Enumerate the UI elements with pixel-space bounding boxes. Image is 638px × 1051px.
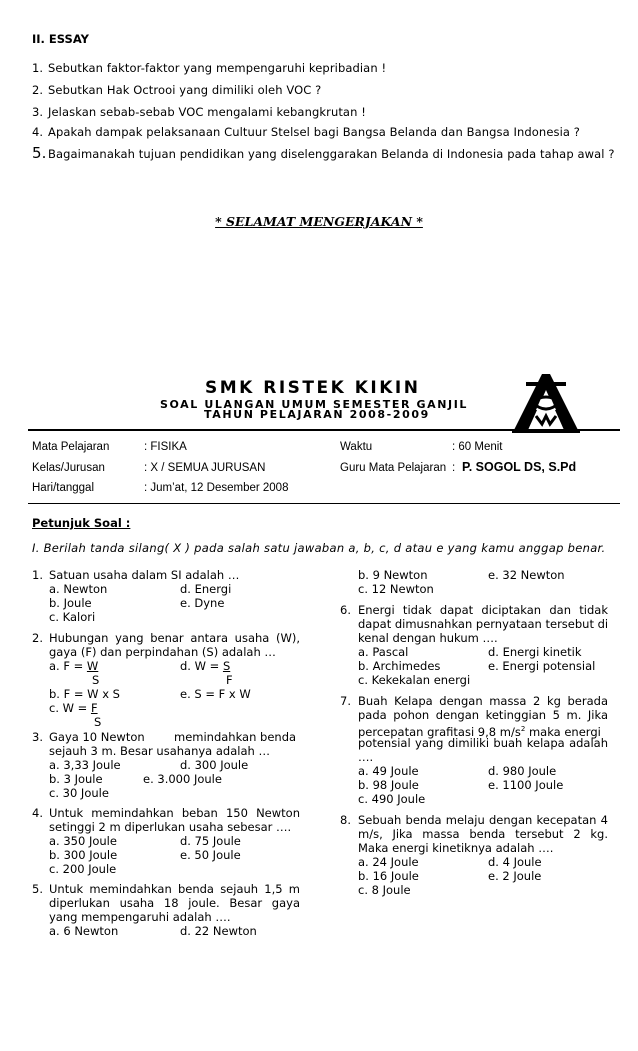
essay-section-title: II. ESSAY — [32, 32, 89, 46]
option-d[interactable]: d. 4 Joule — [488, 855, 542, 869]
essay-question — [32, 105, 366, 119]
fraction-denominator: S — [94, 715, 102, 729]
question-text: potensial yang dimiliki buah kelapa adalah — [358, 736, 608, 750]
class-label: Kelas/Jurusan — [32, 462, 105, 474]
closing-message: * SELAMAT MENGERJAKAN * — [215, 214, 423, 229]
teacher-colon: : — [452, 462, 456, 474]
option-e[interactable]: e. 3.000 Joule — [143, 772, 222, 786]
fraction-numerator: W — [86, 659, 99, 673]
option-e[interactable]: e. 2 Joule — [488, 869, 542, 883]
date-value: : Jum’at, 12 Desember 2008 — [144, 482, 289, 494]
fraction-numerator: S — [222, 659, 231, 673]
class-value: : X / SEMUA JURUSAN — [144, 462, 266, 474]
essay-question — [32, 125, 580, 139]
question-text: Untuk memindahkan benda sejauh 1,5 m — [49, 882, 300, 896]
question-number: 4. — [32, 125, 44, 139]
school-logo-icon — [506, 372, 586, 434]
question-text: Buah Kelapa dengan massa 2 kg berada — [358, 694, 608, 708]
option-c[interactable]: c. 30 Joule — [49, 786, 109, 800]
question-number: 7. — [340, 694, 351, 708]
teacher-label: Guru Mata Pelajaran — [340, 462, 447, 474]
option-e[interactable]: e. S = F x W — [180, 687, 251, 701]
question-number: 1. — [32, 61, 44, 75]
option-a[interactable]: a. Newton — [49, 582, 108, 596]
time-label: Waktu — [340, 441, 373, 453]
option-c[interactable]: c. Kekekalan energi — [358, 673, 471, 687]
option-a[interactable] — [49, 659, 98, 673]
option-a[interactable]: a. 6 Newton — [49, 924, 119, 938]
question-number: 2. — [32, 631, 43, 645]
date-label: Hari/tanggal — [32, 482, 95, 494]
fraction-numerator: F — [90, 701, 98, 715]
fraction-denominator: F — [226, 673, 233, 687]
option-prefix: c. W = — [49, 701, 91, 715]
question-text: sejauh 3 m. Besar usahanya adalah … — [49, 744, 270, 758]
essay-question — [32, 83, 321, 97]
option-a[interactable]: a. Pascal — [358, 645, 409, 659]
subject-value: : FISIKA — [144, 441, 187, 453]
option-b[interactable]: b. 300 Joule — [49, 848, 118, 862]
question-text: yang mempengaruhi adalah …. — [49, 910, 231, 924]
option-c[interactable]: c. 8 Joule — [358, 883, 411, 897]
option-c[interactable]: c. 490 Joule — [358, 792, 426, 806]
option-e[interactable]: e. Energi potensial — [488, 659, 596, 673]
question-text: Sebutkan faktor-faktor yang mempengaruhi kepribadian ! — [48, 61, 387, 75]
option-b[interactable]: b. 9 Newton — [358, 568, 428, 582]
superscript: 2 — [520, 725, 526, 733]
option-e[interactable]: e. Dyne — [180, 596, 225, 610]
subject-label: Mata Pelajaran — [32, 441, 110, 453]
teacher-name: P. SOGOL DS, S.Pd — [462, 460, 577, 474]
option-a[interactable]: a. 24 Joule — [358, 855, 419, 869]
option-b[interactable]: b. Archimedes — [358, 659, 441, 673]
time-value: : 60 Menit — [452, 441, 503, 453]
option-c[interactable]: c. 200 Joule — [49, 862, 117, 876]
option-a[interactable]: a. 3,33 Joule — [49, 758, 121, 772]
text-part: maka energi — [525, 724, 601, 739]
option-c[interactable] — [49, 701, 98, 715]
question-number: 3. — [32, 105, 44, 119]
question-number: 3. — [32, 730, 43, 744]
essay-question — [32, 61, 386, 75]
question-text: pada pohon dengan ketinggian 5 m. Jika — [358, 708, 608, 722]
academic-year: TAHUN PELAJARAN 2008-2009 — [204, 408, 430, 421]
question-number: 5. — [32, 882, 43, 896]
option-b[interactable]: b. 16 Joule — [358, 869, 419, 883]
option-b[interactable]: b. 98 Joule — [358, 778, 419, 792]
option-e[interactable]: e. 50 Joule — [180, 848, 241, 862]
info-divider — [28, 503, 620, 504]
option-b[interactable]: b. F = W x S — [49, 687, 120, 701]
option-d[interactable]: d. Energi — [180, 582, 232, 596]
question-number: 4. — [32, 806, 43, 820]
question-text: setinggi 2 m diperlukan usaha sebesar …. — [49, 820, 292, 834]
question-number: 5. — [32, 144, 47, 162]
option-b[interactable]: b. 3 Joule — [49, 772, 103, 786]
question-text: …. — [358, 750, 374, 764]
question-text: m/s, Jika massa benda tersebut 2 kg. — [358, 827, 608, 841]
option-c[interactable]: c. 12 Newton — [358, 582, 434, 596]
text-part: percepatan grafitasi 9,8 m/s — [358, 724, 521, 739]
school-name: SMK RISTEK KIKIN — [205, 378, 421, 398]
question-text: Sebutkan Hak Octrooi yang dimiliki oleh VOC ? — [48, 83, 322, 97]
question-text: Hubungan yang benar antara usaha (W), — [49, 631, 300, 645]
question-number: 1. — [32, 568, 43, 582]
question-text: diperlukan usaha 18 joule. Besar gaya — [49, 896, 300, 910]
option-d[interactable]: d. Energi kinetik — [488, 645, 582, 659]
option-b[interactable]: b. Joule — [49, 596, 92, 610]
question-text: gaya (F) dan perpindahan (S) adalah … — [49, 645, 276, 659]
question-text: kenal dengan hukum …. — [358, 631, 498, 645]
instructions-text: I. Berilah tanda silang( X ) pada salah satu jawaban a, b, c, d atau e yang kamu anggap benar. — [32, 541, 606, 555]
option-d[interactable]: d. 22 Newton — [180, 924, 257, 938]
option-d[interactable] — [180, 659, 230, 673]
question-text: Satuan usaha dalam SI adalah … — [49, 568, 240, 582]
question-number: 6. — [340, 603, 351, 617]
option-d[interactable]: d. 300 Joule — [180, 758, 249, 772]
question-number: 8. — [340, 813, 351, 827]
question-text: dapat dimusnahkan pernyataan tersebut di — [358, 617, 609, 631]
option-c[interactable]: c. Kalori — [49, 610, 96, 624]
option-a[interactable]: a. 350 Joule — [49, 834, 117, 848]
question-text: Bagaimanakah tujuan pendidikan yang diselenggarakan Belanda di Indonesia pada tahap awal ? — [48, 147, 615, 161]
question-text: Untuk memindahkan beban 150 Newton — [49, 806, 300, 820]
question-number: 2. — [32, 83, 44, 97]
option-prefix: d. W = — [180, 659, 223, 673]
option-e[interactable]: e. 32 Newton — [488, 568, 565, 582]
question-text: memindahkan benda — [174, 730, 297, 744]
header-divider — [28, 429, 620, 431]
question-text: Energi tidak dapat diciptakan dan tidak — [358, 603, 608, 617]
option-d[interactable]: d. 75 Joule — [180, 834, 241, 848]
fraction-denominator: S — [92, 673, 100, 687]
question-text: Maka energi kinetiknya adalah …. — [358, 841, 554, 855]
question-text: Gaya 10 Newton — [49, 730, 145, 744]
question-text: Jelaskan sebab-sebab VOC mengalami kebangkrutan ! — [48, 105, 366, 119]
exam-title: SOAL ULANGAN UMUM SEMESTER GANJIL — [160, 398, 469, 411]
instructions-heading: Petunjuk Soal : — [32, 516, 131, 530]
question-text: Sebuah benda melaju dengan kecepatan 4 — [358, 813, 608, 827]
option-a[interactable]: a. 49 Joule — [358, 764, 419, 778]
option-e[interactable]: e. 1100 Joule — [488, 778, 564, 792]
option-d[interactable]: d. 980 Joule — [488, 764, 557, 778]
question-text: Apakah dampak pelaksanaan Cultuur Stelsel bagi Bangsa Belanda dan Bangsa Indonesia ? — [48, 125, 580, 139]
option-prefix: a. F = — [49, 659, 87, 673]
essay-question — [32, 144, 615, 162]
